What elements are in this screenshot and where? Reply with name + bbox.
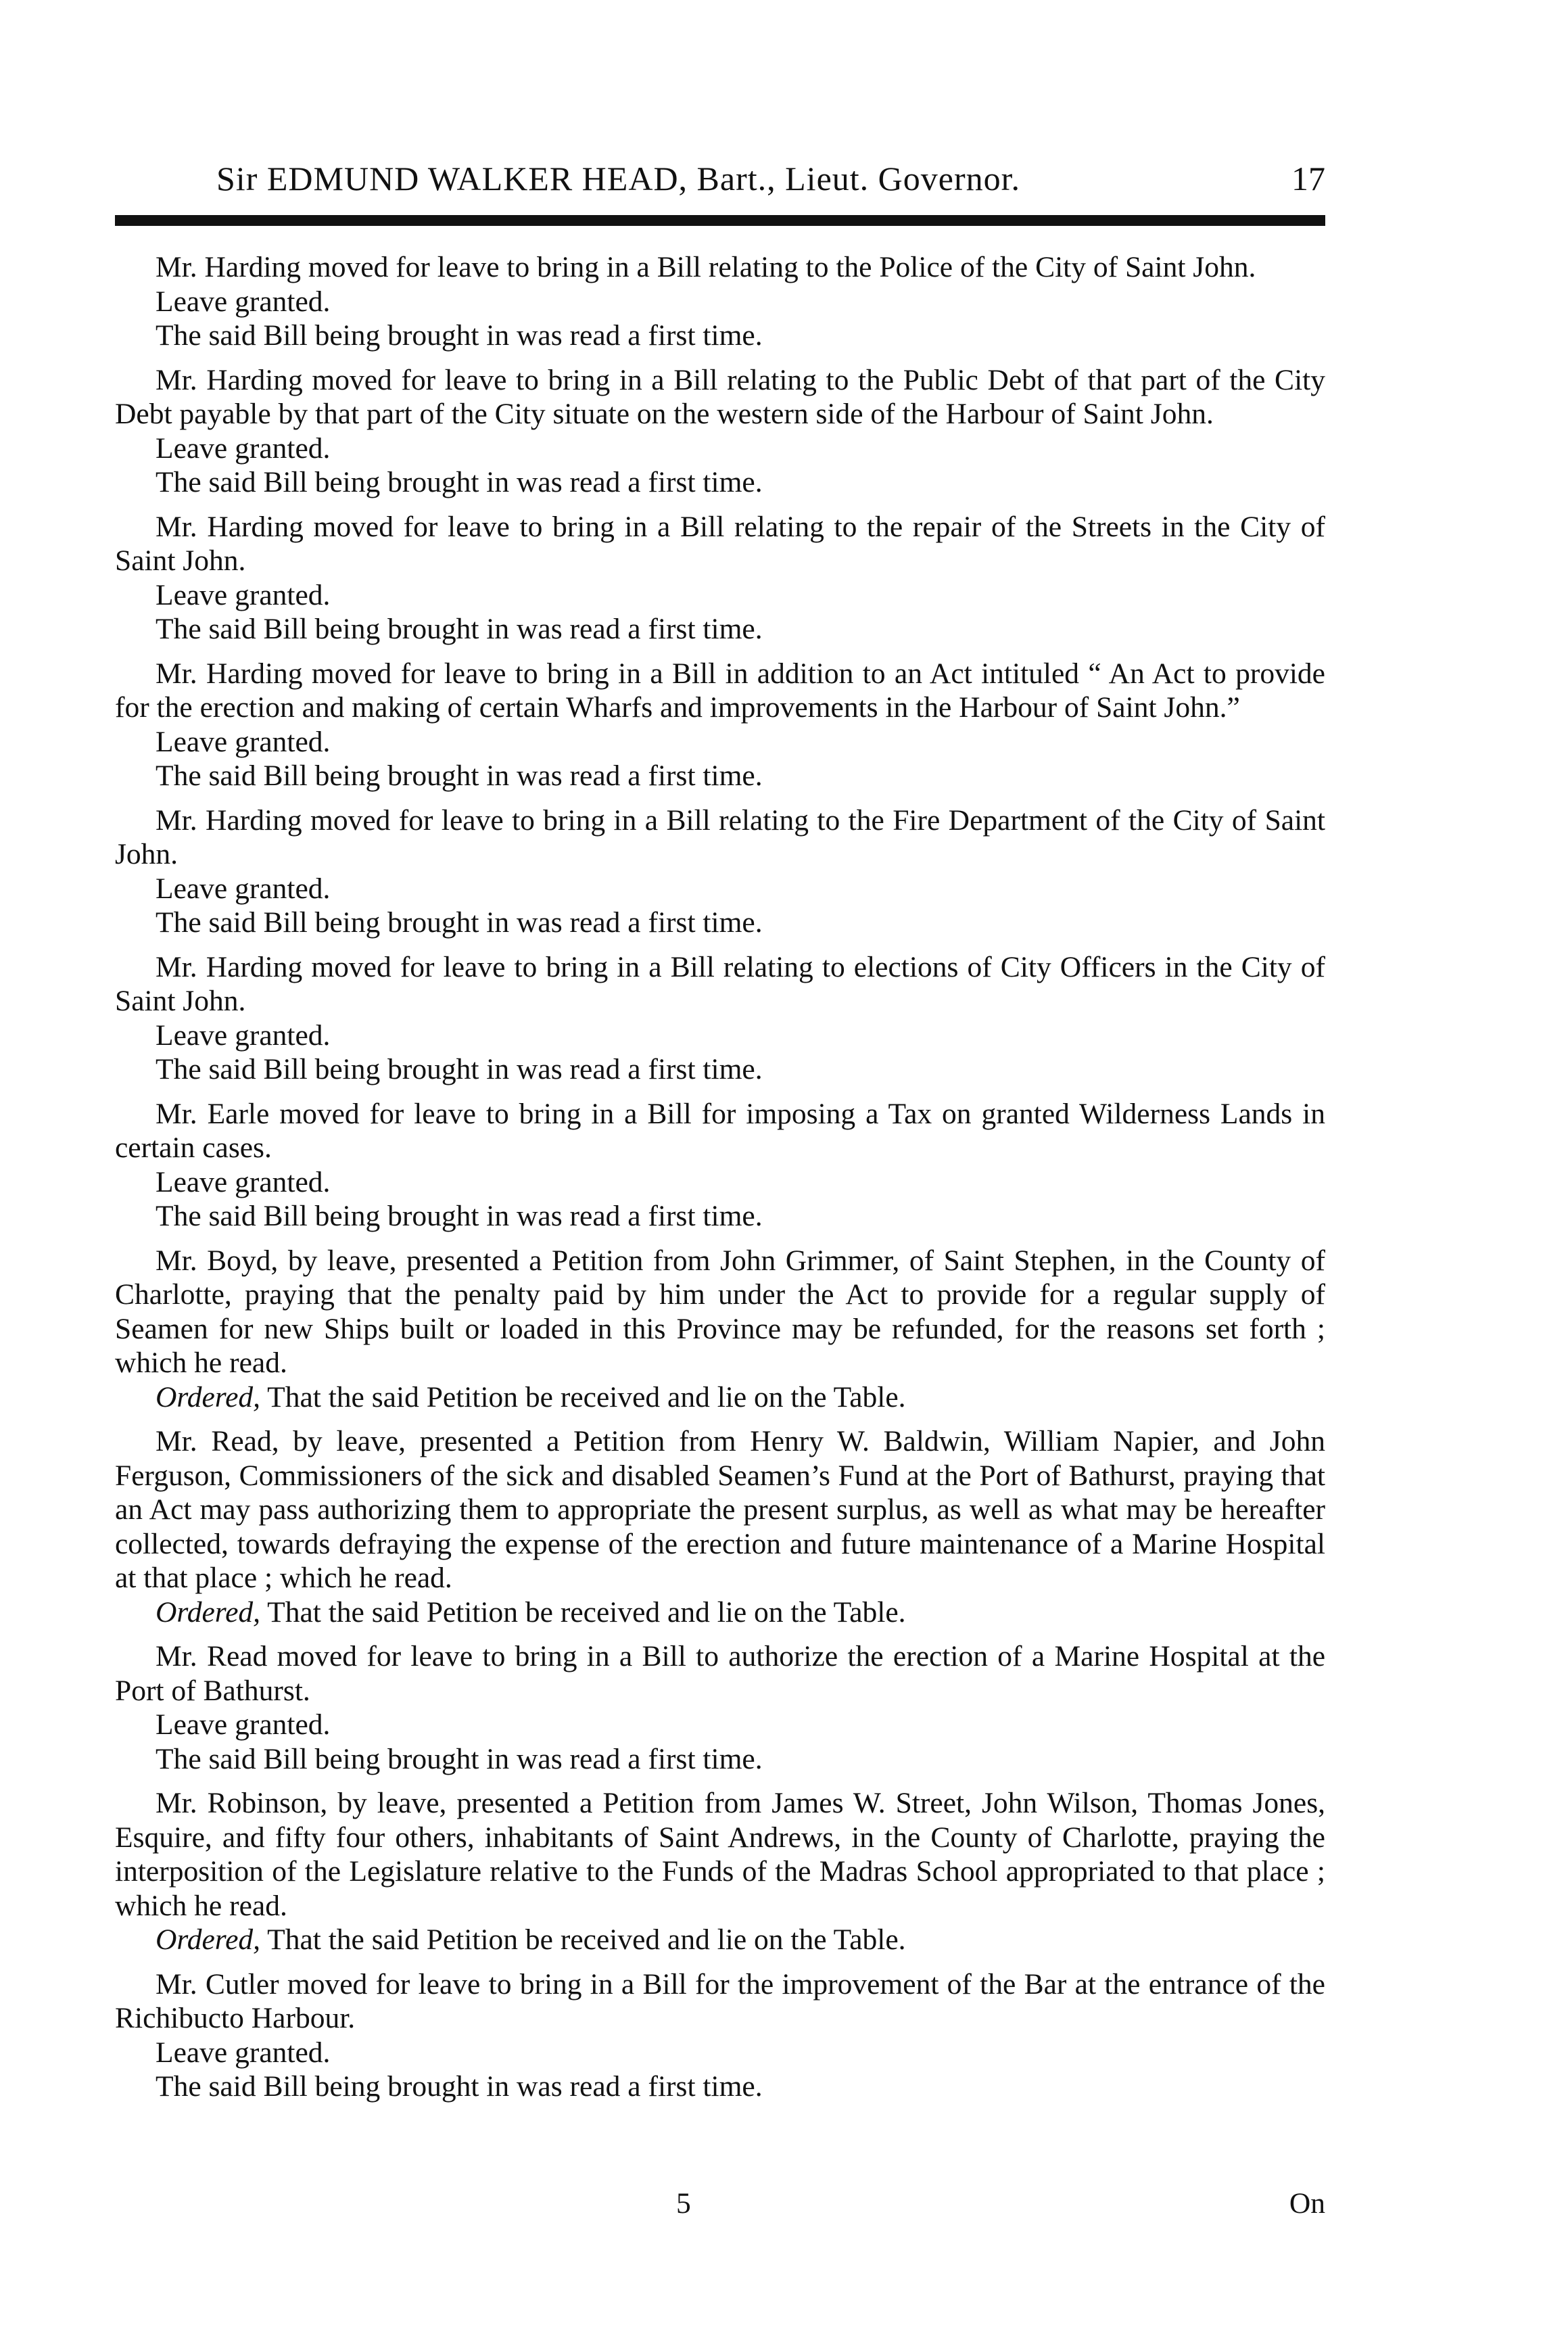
ordered-label: Ordered, bbox=[156, 1595, 261, 1629]
motion-text: Mr. Harding moved for leave to bring in a Bill relating to the Police of the City of Saint John. bbox=[156, 251, 1256, 283]
first-reading-line: The said Bill being brought in was read a first time. bbox=[156, 1200, 763, 1232]
page-number: 17 bbox=[1291, 160, 1325, 197]
first-reading-line: The said Bill being brought in was read a first time. bbox=[156, 906, 763, 939]
motion-text: Mr. Harding moved for leave to bring in a Bill in addition to an Act intituled “ An Act to provide for the erection and making of certain Wharfs and improvements in the Harbour of Saint John.” bbox=[115, 657, 1325, 724]
signature-mark: 5 bbox=[676, 2187, 691, 2220]
ordered-line bbox=[115, 1923, 1325, 1957]
ordered-text: That the said Petition be received and lie on the Table. bbox=[260, 1380, 906, 1413]
journal-entry bbox=[115, 363, 1325, 500]
journal-entry bbox=[115, 1786, 1325, 1957]
leave-granted-line: Leave granted. bbox=[156, 725, 331, 758]
journal-entry bbox=[115, 1097, 1325, 1234]
journal-entry bbox=[115, 250, 1325, 353]
header-title: Sir EDMUND WALKER HEAD, Bart., Lieut. Governor. bbox=[216, 160, 1020, 197]
motion-text: Mr. Cutler moved for leave to bring in a Bill for the improvement of the Bar at the entrance of the Richibucto Harbour. bbox=[115, 1967, 1325, 2034]
motion-text: Mr. Harding moved for leave to bring in a Bill relating to the repair of the Streets in the City of Saint John. bbox=[115, 510, 1325, 577]
journal-entry bbox=[115, 1424, 1325, 1629]
leave-granted-line: Leave granted. bbox=[156, 431, 331, 465]
ordered-text: That the said Petition be received and lie on the Table. bbox=[260, 1923, 906, 1956]
motion-text: Mr. Read moved for leave to bring in a Bill to authorize the erection of a Marine Hospital at the Port of Bathurst. bbox=[115, 1640, 1325, 1707]
ordered-text: That the said Petition be received and lie on the Table. bbox=[260, 1595, 906, 1629]
motion-text: Mr. Read, by leave, presented a Petition from Henry W. Baldwin, William Napier, and John Ferguson, Commissioners of the sick and disabled Seamen’s Fund at the Port of Bathurst, praying that an Act may pass authorizing them to appropriate the present surplus, as well as what may be hereafter collected, towards defraying the expense of the erection and future maintenance of a Marine Hospital at that place ; which he read. bbox=[115, 1425, 1325, 1594]
journal-entry bbox=[115, 657, 1325, 793]
motion-text: Mr. Harding moved for leave to bring in a Bill relating to the Public Debt of that part of the City Debt payable by that part of the City situate on the western side of the Harbour of Saint John. bbox=[115, 363, 1325, 430]
motion-text: Mr. Harding moved for leave to bring in a Bill relating to the Fire Department of the City of Saint John. bbox=[115, 803, 1325, 870]
ordered-line bbox=[115, 1595, 1325, 1630]
leave-granted-line: Leave granted. bbox=[156, 1019, 331, 1052]
header-rule bbox=[115, 215, 1325, 226]
journal-entry bbox=[115, 1639, 1325, 1776]
journal-body bbox=[115, 250, 1325, 2114]
page-footer bbox=[115, 2187, 1325, 2227]
motion-text: Mr. Boyd, by leave, presented a Petition from John Grimmer, of Saint Stephen, in the County of Charlotte, praying that the penalty paid by him under the Act to provide for a regular supply of Seamen for new Ships built or loaded in this Province may be refunded, for the reasons set forth ; which he read. bbox=[115, 1244, 1325, 1379]
ordered-line bbox=[115, 1380, 1325, 1415]
first-reading-line: The said Bill being brought in was read a first time. bbox=[156, 759, 763, 792]
motion-text: Mr. Harding moved for leave to bring in a Bill relating to elections of City Officers in the City of Saint John. bbox=[115, 950, 1325, 1017]
first-reading-line: The said Bill being brought in was read a first time. bbox=[156, 1053, 763, 1085]
leave-granted-line: Leave granted. bbox=[156, 872, 331, 905]
first-reading-line: The said Bill being brought in was read a first time. bbox=[156, 1742, 763, 1775]
motion-text: Mr. Robinson, by leave, presented a Petition from James W. Street, John Wilson, Thomas Jones, Esquire, and fifty four others, inhabitants of Saint Andrews, in the County of Charlotte, praying the interposition of the Legislature relative to the Funds of the Madras School appropriated to that place ; which he read. bbox=[115, 1787, 1325, 1922]
catchword: On bbox=[1289, 2187, 1325, 2220]
leave-granted-line: Leave granted. bbox=[156, 578, 331, 611]
journal-entry bbox=[115, 1244, 1325, 1415]
first-reading-line: The said Bill being brought in was read a first time. bbox=[156, 613, 763, 645]
first-reading-line: The said Bill being brought in was read a first time. bbox=[156, 466, 763, 498]
journal-entry bbox=[115, 510, 1325, 647]
ordered-label: Ordered, bbox=[156, 1380, 261, 1413]
leave-granted-line: Leave granted. bbox=[156, 2036, 331, 2069]
first-reading-line: The said Bill being brought in was read a first time. bbox=[156, 319, 763, 352]
first-reading-line: The said Bill being brought in was read a first time. bbox=[156, 2070, 763, 2103]
motion-text: Mr. Earle moved for leave to bring in a Bill for imposing a Tax on granted Wilderness Lands in certain cases. bbox=[115, 1097, 1325, 1164]
leave-granted-line: Leave granted. bbox=[156, 1165, 331, 1198]
journal-entry bbox=[115, 950, 1325, 1087]
running-header bbox=[115, 159, 1325, 213]
journal-entry bbox=[115, 803, 1325, 940]
leave-granted-line: Leave granted. bbox=[156, 285, 331, 318]
journal-entry bbox=[115, 1967, 1325, 2104]
leave-granted-line: Leave granted. bbox=[156, 1708, 331, 1741]
ordered-label: Ordered, bbox=[156, 1923, 261, 1956]
